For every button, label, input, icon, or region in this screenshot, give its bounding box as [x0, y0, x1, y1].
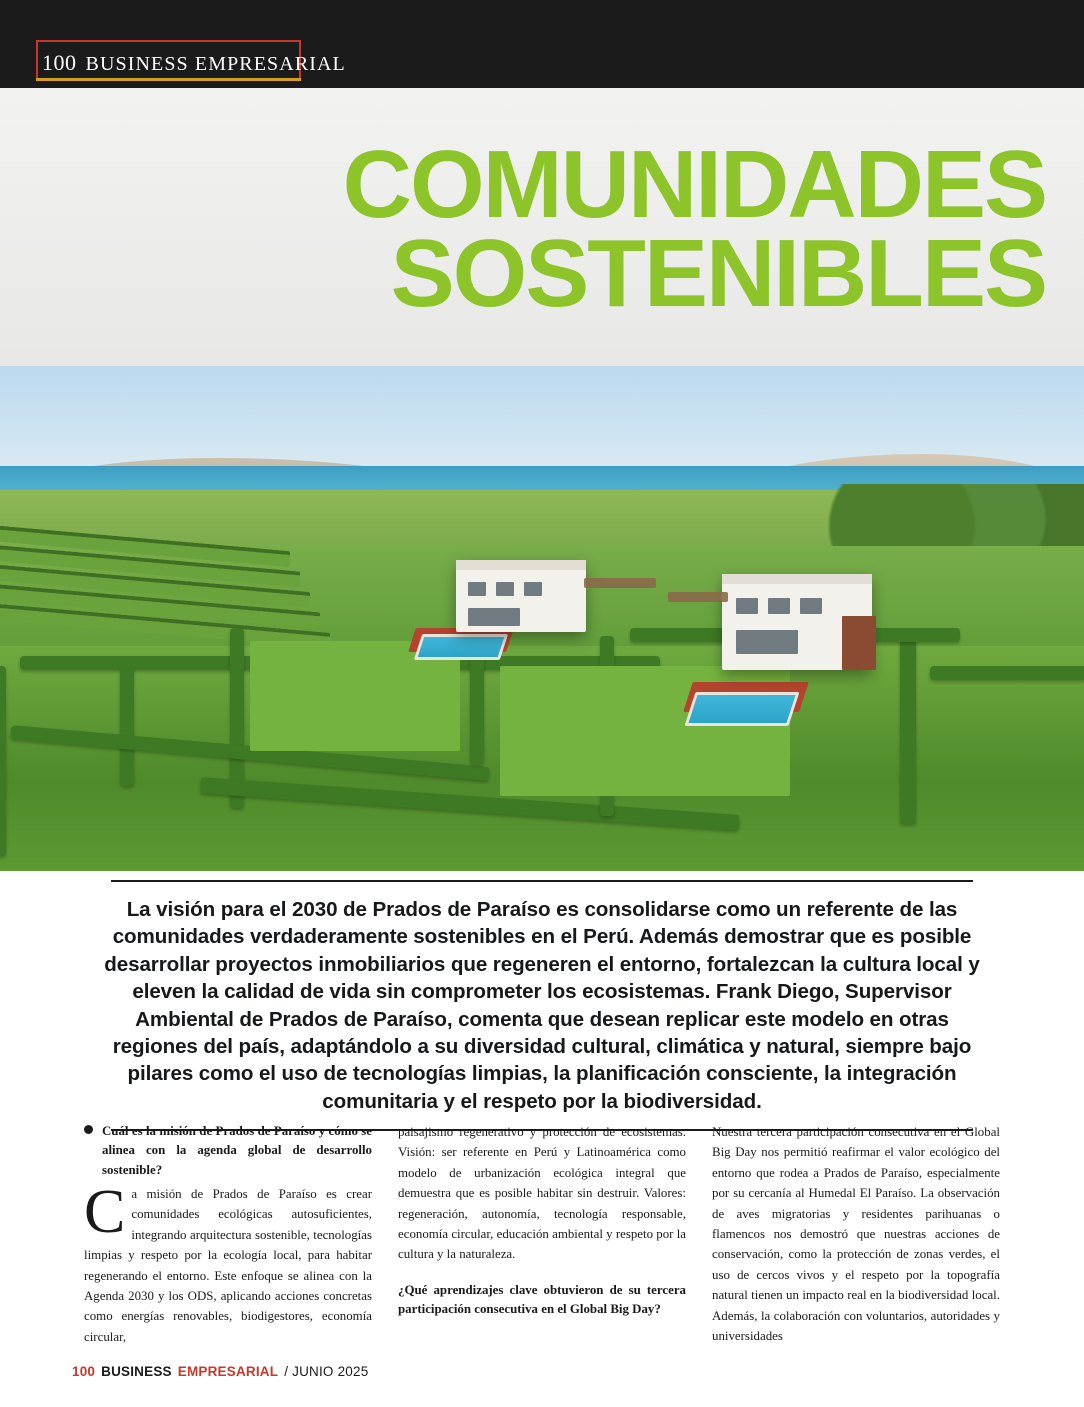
- headline-area: [0, 88, 1084, 366]
- header-magazine-label: BUSINESS EMPRESARIAL: [85, 53, 346, 75]
- headline-line-2: SOSTENIBLES: [390, 220, 1046, 328]
- footer-empresarial-label: EMPRESARIAL: [177, 1364, 279, 1379]
- brick-wall: [842, 616, 876, 670]
- hedge-row: [930, 666, 1084, 680]
- footer-date: / JUNIO 2025: [284, 1364, 369, 1379]
- window: [468, 582, 486, 596]
- window: [736, 598, 758, 614]
- window: [736, 630, 798, 654]
- column-1-paragraph: [84, 1178, 372, 1347]
- swimming-pool: [414, 634, 508, 660]
- question-1: Cuál es la misión de Prados de Paraíso y cómo se alinea con la agenda global de desarrollo sostenible?: [102, 1124, 372, 1177]
- hedge-row: [900, 634, 916, 824]
- roof: [456, 560, 586, 570]
- column-3-paragraph: Nuestra tercera participación consecutiva en el Global Big Day nos permitió reafirmar el valor ecológico del entorno que rodea a Prados de Paraíso, especialmente por su cercanía al Humedal El Paraíso. La observación de aves migratorias y residentes parihuanas o flamencos nos demostró que nuestras acciones de conservación, como la protección de zonas verdes, el uso de cercos vivos y el respeto por la topografía natural tienen un impacto real en la biodiversidad local. Además, la colaboración con voluntarios, autoridades y universidades: [712, 1125, 1000, 1343]
- column-1-text: a misión de Prados de Paraíso es crear comunidades ecológicas autosuficientes, integrando arquitectura sostenible, tecnologías limpias y respeto por la ecología local, para habitar regenerando el entorno. Este enfoque se alinea con la Agenda 2030 y los ODS, aplicando acciones concretas como energías renovables, biodigestores, economía circular,: [84, 1187, 372, 1344]
- swimming-pool: [684, 692, 799, 726]
- page-footer: [72, 1364, 368, 1379]
- intro-paragraph: La visión para el 2030 de Prados de Paraíso es consolidarse como un referente de las comunidades verdaderamente sostenibles en el Perú. Además demostrar que es posible desarrollar proyectos inmobiliarios que regeneren el entorno, fortalezcan la cultura local y eleven la calidad de vida sin comprometer los ecosistemas. Frank Diego, Supervisor Ambiental de Prados de Paraíso, comenta que desean replicar este modelo en otras regiones del país, adaptándolo a su diversidad cultural, climática y natural, siempre bajo pilares como el uso de tecnologías limpias, la planificación consciente, la integración comunitaria y el respeto por la biodiversidad.: [104, 898, 980, 1113]
- page-header-bar: [0, 0, 1084, 88]
- window: [768, 598, 790, 614]
- header-text-group: [42, 50, 346, 76]
- column-2: [398, 1122, 686, 1347]
- tree-line: [824, 484, 1084, 554]
- column-1: [84, 1122, 372, 1347]
- footer-page-number: 100: [72, 1364, 96, 1379]
- intro-rule-top: [111, 880, 973, 882]
- house-left: [456, 560, 586, 632]
- pergola: [584, 578, 656, 588]
- window: [468, 608, 520, 626]
- intro-block: [0, 880, 1084, 1131]
- window: [800, 598, 822, 614]
- roof: [722, 574, 872, 584]
- footer-business-label: BUSINESS: [101, 1364, 172, 1379]
- window: [496, 582, 514, 596]
- article-columns: [84, 1122, 1002, 1347]
- column-3: [712, 1122, 1000, 1347]
- column-2-paragraph: paisajismo regenerativo y protección de ecosistemas. Visión: ser referente en Perú y Latinoamérica como modelo de urbanización ecológica integral que demuestra que es posible habitar sin destruir. Valores: regeneración, autonomía, tecnología responsable, economía circular, educación ambiental y respeto por la cultura y la naturaleza.: [398, 1125, 686, 1262]
- window: [524, 582, 542, 596]
- hedge-row: [0, 666, 6, 856]
- drop-cap: C: [84, 1178, 126, 1247]
- hedge-row: [120, 666, 134, 786]
- header-page-number: 100: [42, 50, 77, 75]
- page-title: [342, 131, 1046, 328]
- question-2: ¿Qué aprendizajes clave obtuvieron de su tercera participación consecutiva en el Global Big Day?: [398, 1282, 686, 1317]
- hero-image: [0, 366, 1084, 871]
- pergola: [668, 592, 728, 602]
- header-accent-rule: [36, 78, 301, 81]
- headline-line-1: COMUNIDADES: [342, 131, 1046, 238]
